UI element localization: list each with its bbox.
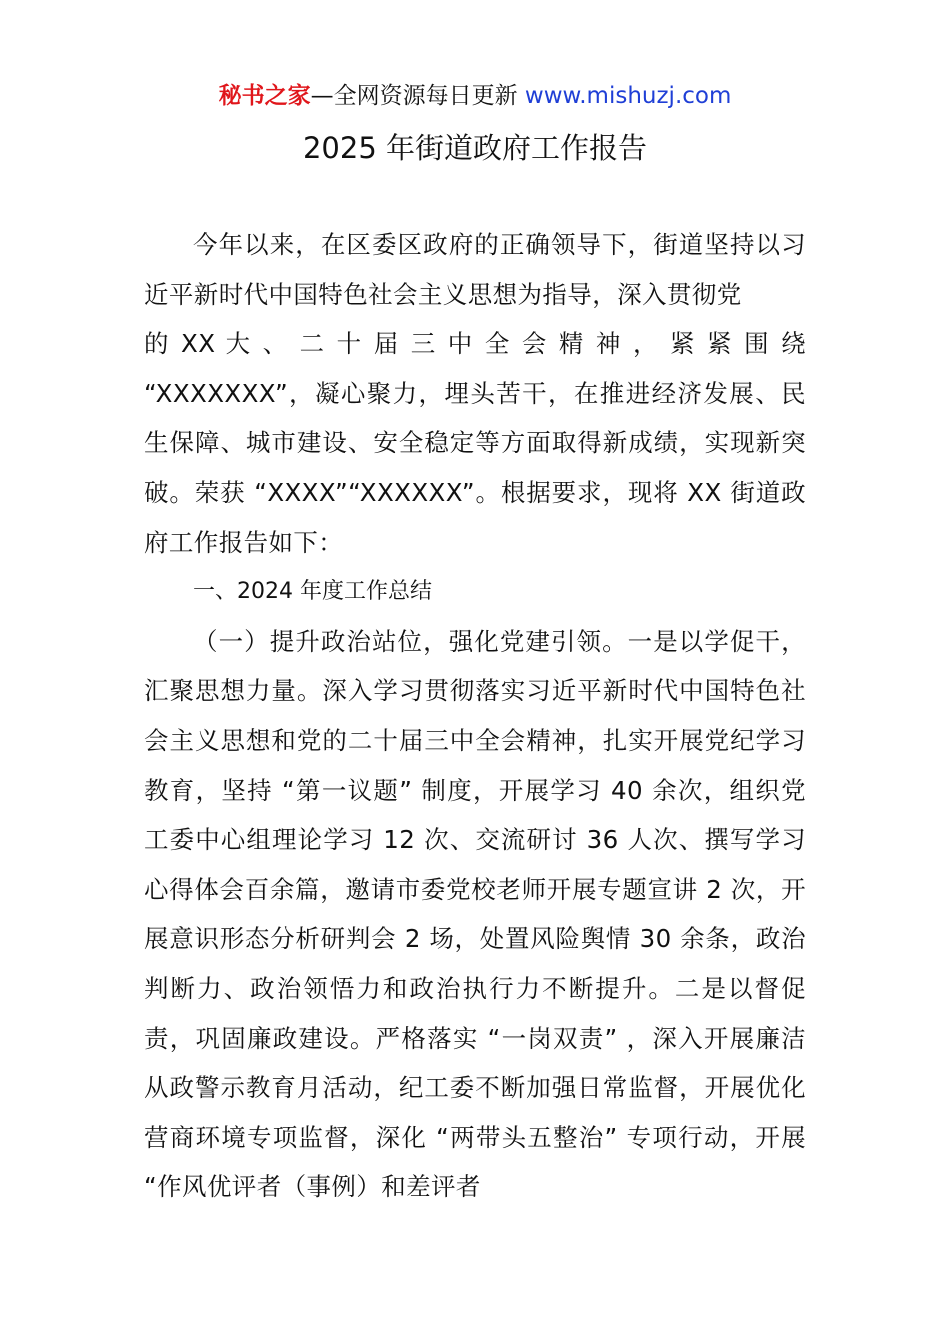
- intro-paragraph-line-2: 的 XX 大 、 二 十 届 三 中 全 会 精 神 ， 紧 紧 围 绕: [144, 329, 806, 359]
- intro-paragraph-line-3: “XXXXXXX”，凝心聚力，埋头苦干，在推进经济发展、民生保障、城市建设、安全稳定等方面取得新成绩，实现新突破。荣获 “XXXX”“XXXXXX”。根据要求，现将 XX 街道政府工作报告如下：: [144, 378, 806, 557]
- site-brand: 秘书之家: [218, 83, 311, 109]
- site-header: [0, 80, 950, 112]
- site-tagline: —全网资源每日更新: [310, 83, 518, 109]
- document-title: 2025 年街道政府工作报告: [302, 131, 648, 165]
- intro-paragraph-line-1: 今年以来，在区委区政府的正确领导下，街道坚持以习近平新时代中国特色社会主义思想为指导，深入贯彻党: [144, 230, 806, 309]
- section-heading: 一、2024 年度工作总结: [193, 579, 432, 605]
- document-body: [144, 220, 806, 1212]
- section-paragraph: （一）提升政治站位，强化党建引领。一是以学促干，汇聚思想力量。深入学习贯彻落实习近平新时代中国特色社会主义思想和党的二十届三中全会精神，扎实开展党纪学习教育，坚持 “第一议题” 制度，开展学习 40 余次，组织党工委中心组理论学习 12 次、交流研讨 36 人次、撰写学习心得体会百余篇，邀请市委党校老师开展专题宣讲 2 次，开展意识形态分析研判会 2 场，处置风险舆情 30 余条，政治判断力、政治领悟力和政治执行力不断提升。二是以督促责，巩固廉政建设。严格落实 “一岗双责” ，深入开展廉洁从政警示教育月活动，纪工委不断加强日常监督，开展优化营商环境专项监督，深化 “两带头五整治” 专项行动，开展 “作风优评者（事例）和差评者: [144, 626, 806, 1202]
- site-url-link[interactable]: www.mishuzj.com: [524, 83, 732, 109]
